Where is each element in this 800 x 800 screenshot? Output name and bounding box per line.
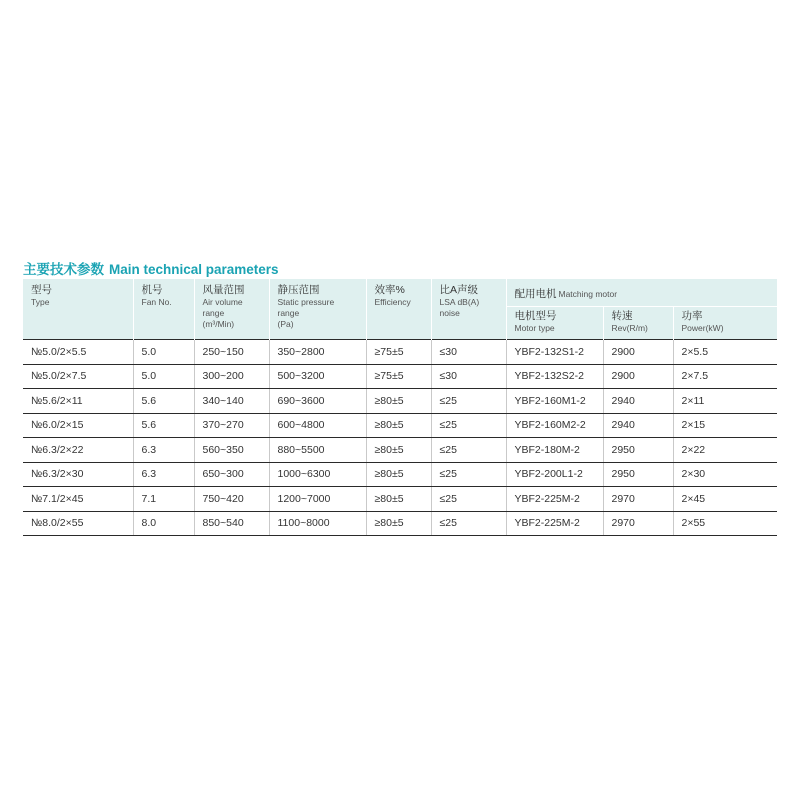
cell-speed: 2940 bbox=[603, 389, 673, 414]
cell-speed: 2940 bbox=[603, 413, 673, 438]
cell-type: №6.3/2×30 bbox=[23, 462, 133, 487]
cell-motor-type: YBF2-160M2-2 bbox=[506, 413, 603, 438]
cell-type: №8.0/2×55 bbox=[23, 511, 133, 536]
cell-power: 2×11 bbox=[673, 389, 777, 414]
cell-air-volume: 340~140 bbox=[194, 389, 269, 414]
cell-motor-type: YBF2-225M-2 bbox=[506, 487, 603, 512]
cell-noise: ≤25 bbox=[431, 511, 506, 536]
cell-speed: 2950 bbox=[603, 438, 673, 463]
cell-air-volume: 650~300 bbox=[194, 462, 269, 487]
cell-efficiency: ≥80±5 bbox=[366, 389, 431, 414]
cell-air-volume: 750~420 bbox=[194, 487, 269, 512]
cell-type: №5.0/2×7.5 bbox=[23, 364, 133, 389]
cell-type: №7.1/2×45 bbox=[23, 487, 133, 512]
parameters-table-wrap bbox=[23, 279, 777, 536]
cell-motor-type: YBF2-132S2-2 bbox=[506, 364, 603, 389]
cell-fan-no: 6.3 bbox=[133, 462, 194, 487]
cell-power: 2×45 bbox=[673, 487, 777, 512]
cell-fan-no: 5.0 bbox=[133, 340, 194, 365]
cell-motor-type: YBF2-200L1-2 bbox=[506, 462, 603, 487]
table-row bbox=[23, 389, 777, 414]
cell-motor-type: YBF2-132S1-2 bbox=[506, 340, 603, 365]
cell-type: №6.3/2×22 bbox=[23, 438, 133, 463]
cell-motor-type: YBF2-180M-2 bbox=[506, 438, 603, 463]
col-air-volume-header: 风量范围 Air volume range (m³/Min) bbox=[194, 279, 269, 340]
col-motor-group-header: 配用电机 Matching motor bbox=[514, 288, 618, 300]
cell-air-volume: 560~350 bbox=[194, 438, 269, 463]
col-fan-no-header: 机号 Fan No. bbox=[133, 279, 194, 340]
table-row bbox=[23, 511, 777, 536]
section-heading bbox=[23, 258, 279, 278]
table-row bbox=[23, 487, 777, 512]
heading-zh: 主要技术参数 bbox=[23, 262, 104, 277]
cell-speed: 2900 bbox=[603, 364, 673, 389]
cell-fan-no: 5.6 bbox=[133, 413, 194, 438]
cell-efficiency: ≥80±5 bbox=[366, 511, 431, 536]
col-motor-type-header: 电机型号 Motor type bbox=[506, 307, 603, 340]
table-row bbox=[23, 413, 777, 438]
cell-pressure: 500~3200 bbox=[269, 364, 366, 389]
cell-air-volume: 850~540 bbox=[194, 511, 269, 536]
cell-pressure: 1100~8000 bbox=[269, 511, 366, 536]
cell-motor-type: YBF2-225M-2 bbox=[506, 511, 603, 536]
parameters-table bbox=[23, 279, 777, 536]
cell-speed: 2970 bbox=[603, 511, 673, 536]
table-header bbox=[23, 279, 777, 340]
cell-efficiency: ≥80±5 bbox=[366, 487, 431, 512]
col-power-header: 功率 Power(kW) bbox=[673, 307, 777, 340]
cell-noise: ≤25 bbox=[431, 462, 506, 487]
table-row bbox=[23, 340, 777, 365]
cell-fan-no: 6.3 bbox=[133, 438, 194, 463]
cell-efficiency: ≥80±5 bbox=[366, 438, 431, 463]
cell-efficiency: ≥80±5 bbox=[366, 413, 431, 438]
col-pressure-header: 静压范围 Static pressure range (Pa) bbox=[269, 279, 366, 340]
cell-power: 2×15 bbox=[673, 413, 777, 438]
cell-power: 2×55 bbox=[673, 511, 777, 536]
cell-power: 2×5.5 bbox=[673, 340, 777, 365]
cell-air-volume: 370~270 bbox=[194, 413, 269, 438]
cell-type: №5.6/2×11 bbox=[23, 389, 133, 414]
col-efficiency-header: 效率% Efficiency bbox=[366, 279, 431, 340]
cell-type: №6.0/2×15 bbox=[23, 413, 133, 438]
cell-fan-no: 8.0 bbox=[133, 511, 194, 536]
cell-speed: 2900 bbox=[603, 340, 673, 365]
cell-noise: ≤30 bbox=[431, 364, 506, 389]
cell-air-volume: 250~150 bbox=[194, 340, 269, 365]
table-body bbox=[23, 340, 777, 536]
cell-pressure: 350~2800 bbox=[269, 340, 366, 365]
cell-speed: 2970 bbox=[603, 487, 673, 512]
cell-fan-no: 7.1 bbox=[133, 487, 194, 512]
cell-air-volume: 300~200 bbox=[194, 364, 269, 389]
col-noise-header: 比A声级 LSA dB(A) noise bbox=[431, 279, 506, 340]
cell-noise: ≤30 bbox=[431, 340, 506, 365]
cell-pressure: 1200~7000 bbox=[269, 487, 366, 512]
cell-fan-no: 5.6 bbox=[133, 389, 194, 414]
cell-noise: ≤25 bbox=[431, 413, 506, 438]
cell-noise: ≤25 bbox=[431, 438, 506, 463]
cell-power: 2×30 bbox=[673, 462, 777, 487]
cell-efficiency: ≥75±5 bbox=[366, 364, 431, 389]
cell-noise: ≤25 bbox=[431, 487, 506, 512]
cell-pressure: 690~3600 bbox=[269, 389, 366, 414]
cell-type: №5.0/2×5.5 bbox=[23, 340, 133, 365]
cell-motor-type: YBF2-160M1-2 bbox=[506, 389, 603, 414]
cell-speed: 2950 bbox=[603, 462, 673, 487]
cell-pressure: 600~4800 bbox=[269, 413, 366, 438]
table-row bbox=[23, 462, 777, 487]
cell-power: 2×7.5 bbox=[673, 364, 777, 389]
col-type-header: 型号 Type bbox=[23, 279, 133, 340]
col-speed-header: 转速 Rev(R/m) bbox=[603, 307, 673, 340]
table-row bbox=[23, 438, 777, 463]
cell-pressure: 1000~6300 bbox=[269, 462, 366, 487]
cell-efficiency: ≥75±5 bbox=[366, 340, 431, 365]
table-row bbox=[23, 364, 777, 389]
cell-noise: ≤25 bbox=[431, 389, 506, 414]
cell-fan-no: 5.0 bbox=[133, 364, 194, 389]
cell-power: 2×22 bbox=[673, 438, 777, 463]
cell-pressure: 880~5500 bbox=[269, 438, 366, 463]
cell-efficiency: ≥80±5 bbox=[366, 462, 431, 487]
heading-en: Main technical parameters bbox=[109, 262, 279, 277]
